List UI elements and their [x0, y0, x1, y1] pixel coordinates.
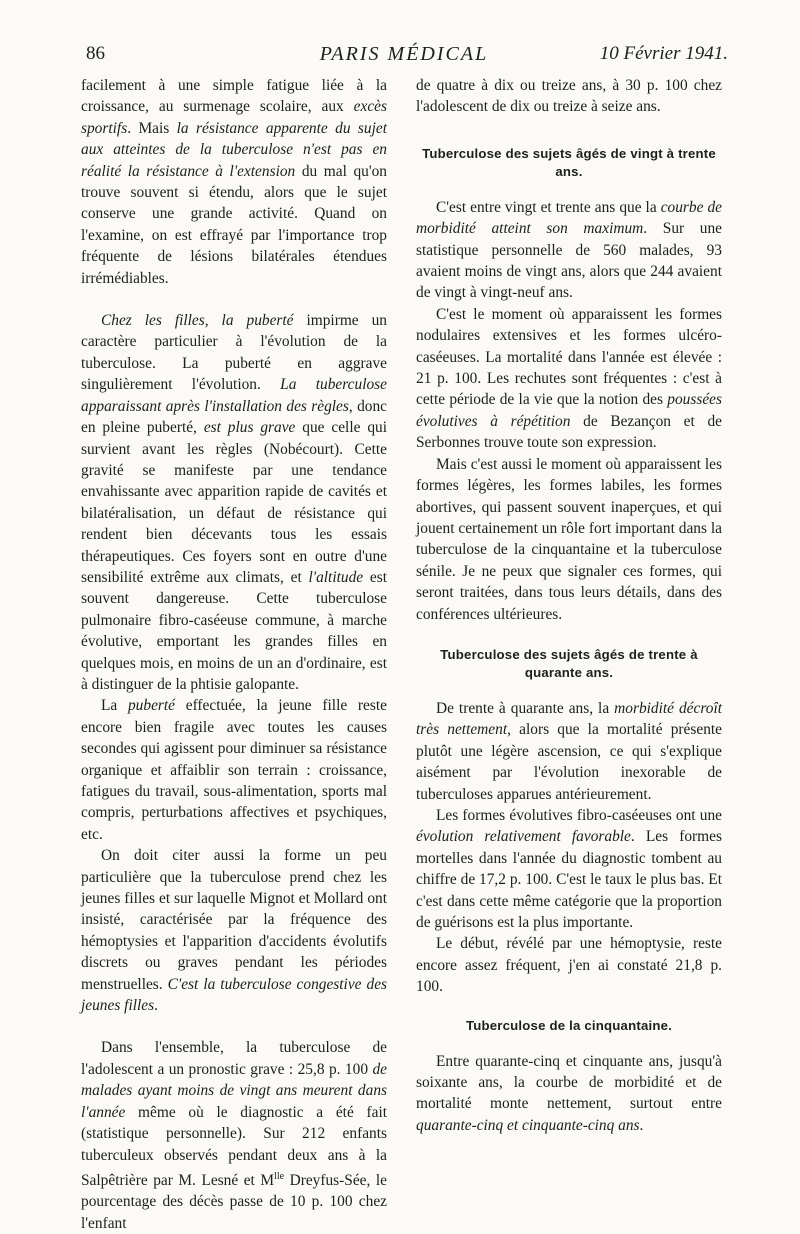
paragraph: Les formes évolutives fibro-caséeuses ont une évolution relativement favorable. Les formes mortelles dans l'année du diagnostic tombent au chiffre de 17,2 p. 100. C'est le taux le plus bas. Et c'est dans cette même catégorie que la proportion de guérisons est la plus importante. [416, 806, 722, 931]
paragraph: Entre quarante-cinq et cinquante ans, jusqu'à soixante ans, la courbe de morbidité et de mortalité monte nettement, surtout entre quarante-cinq et cinquante-cinq ans. [416, 1052, 722, 1134]
paragraph: Dans l'ensemble, la tuberculose de l'adolescent a un pronostic grave : 25,8 p. 100 de malades ayant moins de vingt ans meurent dans l'année même où le diagnostic a été fait (statistique personnelle). Sur 212 enfants tuberculeux observés pendant deux ans à la Salpêtrière par M. Lesné et $M^{lle}$ Dreyfus-Sée, le pourcentage des décès passe de 10 p. 100 chez l'enfant [81, 1039, 387, 1232]
paragraph: C'est le moment où apparaissent les formes nodulaires extensives et les formes ulcéro-caséeuses. La mortalité dans l'année est élevée : 21 p. 100. Les rechutes sont fréquentes : c'est à cette période de la vie que la notion des poussées évolutives à répétition de Bezançon et de Serbonnes trouve toute son expression. [416, 305, 722, 452]
left-column [81, 75, 387, 1234]
running-header [80, 43, 728, 71]
section-heading: Tuberculose des sujets âgés de trente à quarante ans. [440, 646, 698, 680]
paragraph: On doit citer aussi la forme un peu particulière que la tuberculose prend chez les jeunes filles et sur laquelle Mignot et Mollard ont insisté, caractérisée par la fréquence des hémoptysies et l'apparition d'accidents évolutifs discrets ou graves pendant les périodes menstruelles. C'est la tuberculose congestive des jeunes filles. [81, 847, 388, 1015]
paragraph: C'est entre vingt et trente ans que la courbe de morbidité atteint son maximum. Sur une statistique personnelle de 560 malades, 93 avaient moins de vingt ans, alors que 244 avaient de vingt à vingt-neuf ans. [416, 198, 722, 302]
page-number: 86 [86, 43, 105, 64]
paragraph: Le début, révélé par une hémoptysie, reste encore assez fréquent, j'en ai constaté 21,8 p. 100. [416, 935, 722, 996]
paragraph: La puberté effectuée, la jeune fille reste encore bien fragile avec toutes les causes secondes qui agissent pour diminuer sa résistance organique et affaiblir son terrain : croissance, fatigues du travail, sous-alimentation, sports mal compris, perturbations affectives et psychiques, etc. [81, 697, 387, 843]
paragraph: de quatre à dix ou treize ans, à 30 p. 100 chez l'adolescent de dix ou treize à seize ans. [416, 77, 722, 116]
section-heading: Tuberculose des sujets âgés de vingt à trente ans. [422, 145, 716, 179]
paragraph: Chez les filles, la puberté impirme un caractère particulier à l'évolution de la tuberculose. La puberté en aggrave singulièrement l'évolution. La tuberculose apparaissant après l'installation des règles, donc en pleine puberté, est plus grave que celle qui survient avant les règles (Nobécourt). Cette gravité se manifeste par une tendance envahissante avec apparition rapide de cavités et bilatéralisation, un défaut de résistance qui rendent bien décevants tous les essais thérapeutiques. Ces foyers sont en outre d'une sensibilité extrême aux climats, et l'altitude est souvent dangereuse. Cette tuberculose pulmonaire fibro-caséeuse commune, à marche évolutive, emportant les grandes filles en quelques mois, en moins de un an d'ordinaire, est à distinguer de la phtisie galopante. [81, 312, 387, 693]
paragraph: De trente à quarante ans, la morbidité décroît très nettement, alors que la mortalité présente plutôt une légère ascension, ce qui s'explique aisément par l'évolution inexorable de tuberculoses apparues antérieurement. [416, 699, 722, 803]
journal-title: PARIS MÉDICAL [319, 43, 489, 65]
issue-date: 10 Février 1941. [599, 43, 728, 64]
right-column [416, 75, 722, 1136]
section-heading: Tuberculose de la cinquantaine. [465, 1017, 672, 1033]
paragraph: facilement à une simple fatigue liée à la croissance, au surmenage scolaire, aux excès sportifs. Mais la résistance apparente du sujet aux atteintes de la tuberculose n'est pas en réalité la résistance à l'extension du mal qu'on trouve souvent si étendu, alors que le sujet conserve une grande activité. Quand on l'examine, on est effrayé par l'importance trop fréquente de lésions bilatérales étendues irrémédiables. [81, 77, 387, 287]
paragraph: Mais c'est aussi le moment où apparaissent les formes légères, les formes labiles, les formes abortives, qui passent souvent inaperçues, et qui jouent certainement un rôle fort important dans la tuberculose de la cinquantaine et la tuberculose sénile. Je ne peux que signaler ces formes, qui seront traitées, dans tous leurs détails, dans des conférences ultérieures. [416, 455, 722, 623]
